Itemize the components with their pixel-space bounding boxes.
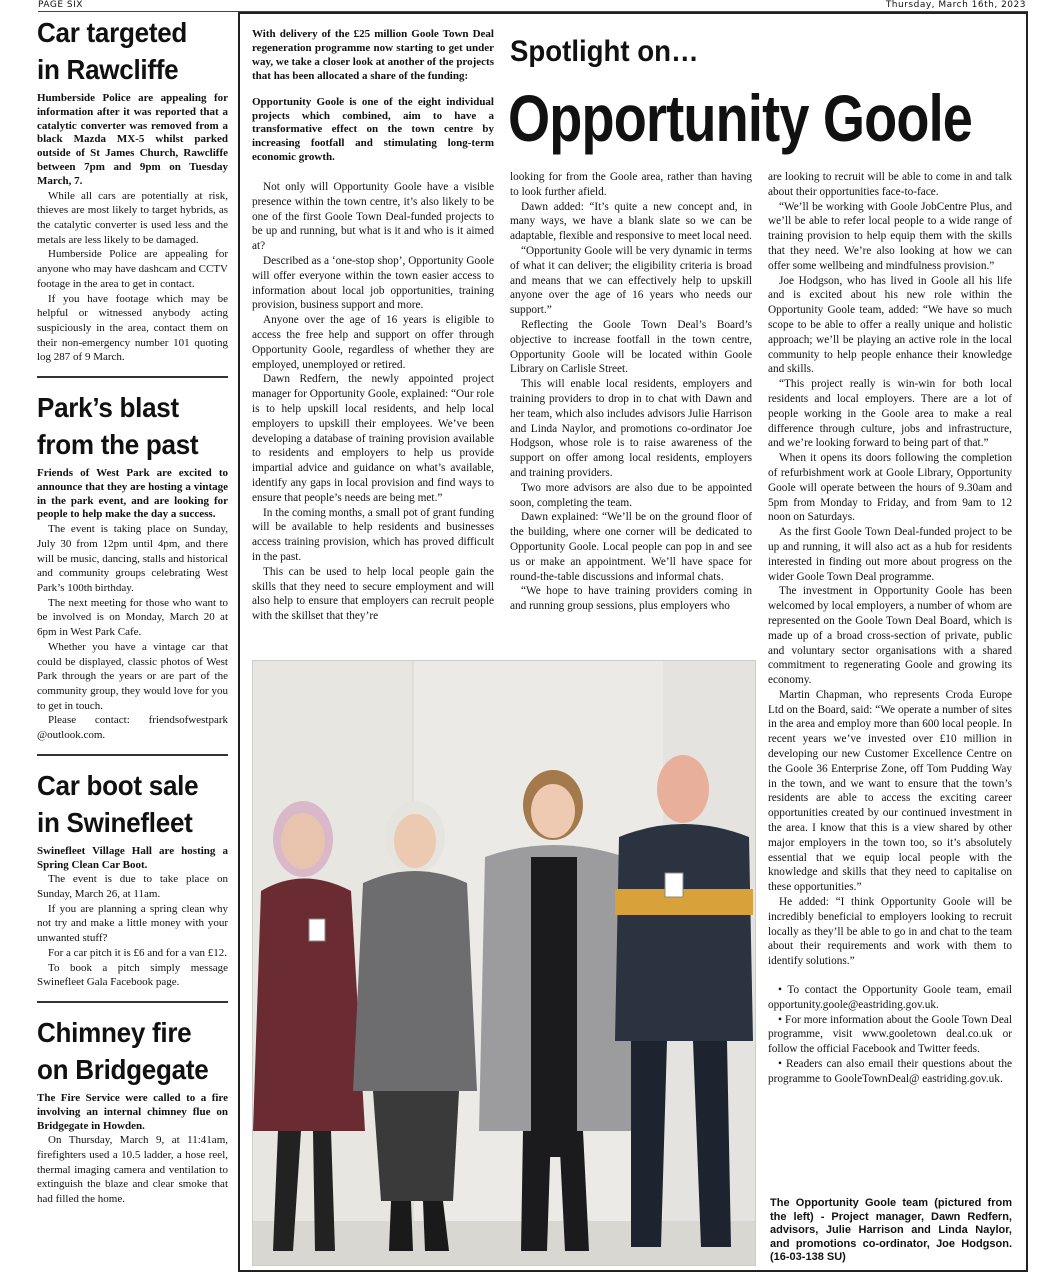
story-standfirst: Swinefleet Village Hall are hosting a Spring Clean Car Boot. (37, 844, 228, 871)
info-bullet: • For more information about the Goole Town Deal programme, visit www.gooletown deal.co.uk or follow the official Facebook and Twitter feeds. (768, 1013, 1012, 1056)
body-paragraph: He added: “I think Opportunity Goole will be incredibly beneficial to employers looking to recruit locally as they’ll be able to go in and chat to the team about their requirements and work with them to identify solutions.” (768, 896, 1012, 968)
photo-caption: The Opportunity Goole team (pictured from the left) - Project manager, Dawn Redfern, advisors, Julie Harrison and Linda Naylor, and promotions co-ordinator, Joe Hodgson. (16-03-138 SU) (770, 1197, 1012, 1264)
story-paragraph: On Thursday, March 9, at 11:41am, firefighters used a 10.5 ladder, a hose reel, thermal imaging camera and ventilation to extinguish the blaze and clear smoke that had filled the home. (37, 1134, 228, 1206)
body-paragraph: Described as a ‘one-stop shop’, Opportunity Goole will offer everyone within the town easier access to information about local job opportunities, training provision, business support and more. (252, 254, 494, 312)
body-paragraph: “We’ll be working with Goole JobCentre Plus, and we’ll be able to refer local people to a wide range of training provision to help equip them with the skills that they need. We’re also looking at how we can offer some wellbeing and mindfulness provision.” (768, 200, 1012, 272)
story-paragraph: Please contact: friendsofwestpark @outlook.com. (37, 714, 228, 742)
body-paragraph: “We hope to have training providers coming in and running group sessions, plus employers who (510, 585, 752, 613)
story-paragraph: The event is taking place on Sunday, July 30 from 12pm until 4pm, and there will be music, dancing, stalls and historical and community groups celebrating West Park’s 100th birthday. (37, 523, 228, 595)
story-park-blast (37, 389, 228, 743)
story-paragraph: For a car pitch it is £6 and for a van £12. (48, 946, 228, 959)
story-standfirst: The Fire Service were called to a fire involving an internal chimney flue on Bridgegate in Howden. (37, 1091, 228, 1132)
story-paragraph: To book a pitch simply message Swinefleet Gala Facebook page. (37, 961, 228, 989)
body-paragraph: The investment in Opportunity Goole has been welcomed by local employers, a number of whom are represented on the Goole Town Deal Board, which is made up of a broad cross-section of private, public and voluntary sector organisations with a shared commitment to regenerating Goole and growing its economy. (768, 585, 1012, 687)
story-paragraph: Humberside Police are appealing for anyone who may have dashcam and CCTV footage in the area to get in contact. (37, 248, 228, 290)
story-paragraph: The event is due to take place on Sunday, March 26, at 11am. (37, 873, 228, 901)
story-paragraph: If you are planning a spring clean why not try and make a little money with your unwanted stuff? (37, 902, 228, 945)
body-paragraph: Joe Hodgson, who has lived in Goole all his life and is excited about his new role within the Opportunity Goole team, added: “We have so much scope to be able to offer a really unique and holistic approach; we’ll be playing an active role in the local community to help people enhance their knowledge and skills. (768, 274, 1012, 376)
body-paragraph: As the first Goole Town Deal-funded project to be up and running, it will also act as a hub for residents interested in finding out more about progress on the wider Goole Town Deal programme. (768, 526, 1012, 583)
feature-intro (252, 28, 494, 165)
story-divider (37, 754, 228, 756)
info-bullet: • To contact the Opportunity Goole team, email opportunity.goole@eastriding.gov.uk. (768, 984, 1012, 1011)
body-paragraph: This will enable local residents, employers and training providers to drop in to chat with Dawn and her team, which also includes advisors Julie Harrison and Linda Naylor, and promotions co-ordinator Joe Hodgson, whose role is to raise awareness of the support on offer among local residents, employers and training providers. (510, 378, 752, 479)
story-car-boot (37, 767, 228, 990)
team-photo (252, 660, 756, 1266)
story-paragraph: Whether you have a vintage car that could be displayed, classic photos of West Park through the years or are part of the community group, they would love for you to get in touch. (37, 640, 228, 712)
story-paragraph: While all cars are potentially at risk, thieves are most likely to target hybrids, as the catalytic converter is used less and the metals are less likely to be damaged. (37, 189, 228, 246)
body-paragraph: Dawn Redfern, the newly appointed project manager for Opportunity Goole, explained: “Our role is to help upskill local residents, and help local employers to upskill their employees. We’ve been developing a database of training provision available to residents and employers to help us provide impartial advice and guidance on what’s available, identify any gaps in local provision and find ways to ensure that people’s needs are being met.” (252, 373, 494, 504)
body-paragraph: Anyone over the age of 16 years is eligible to access the free help and support on offer through Opportunity Goole, regardless of whether they are employed, unemployed or retired. (252, 314, 494, 371)
body-paragraph: In the coming months, a small pot of grant funding will be available to help residents and businesses access training provision, which has proved difficult in the past. (252, 506, 494, 563)
body-paragraph: Dawn explained: “We’ll be on the ground floor of the building, where one corner will be dedicated to Opportunity Goole. Local people can pop in and see us or make an appointment. We’ll have space for round-the-table discussions and informal chats. (510, 511, 752, 583)
story-standfirst: Friends of West Park are excited to announce that they are hosting a vintage in the park event, and are looking for people to help make the day a success. (37, 467, 228, 521)
body-paragraph: Not only will Opportunity Goole have a visible presence within the town centre, it’s also likely to be one of the first Goole Town Deal-funded projects to be up and running, but what is it and who is it aimed at? (252, 181, 494, 253)
story-headline: Chimney fire on Bridgegate (37, 1016, 209, 1085)
story-headline: Park’s blast from the past (37, 392, 199, 461)
story-divider (37, 376, 228, 378)
intro-paragraph: With delivery of the £25 million Goole Town Deal regeneration programme now starting to get under way, we take a closer look at another of the projects that has been allocated a share of the funding: (252, 28, 494, 82)
story-paragraph: The next meeting for those who want to be involved is on Monday, March 20 at 6pm in West Park Cafe. (37, 596, 228, 639)
feature-column-3 (768, 170, 1012, 1087)
story-standfirst: Humberside Police are appealing for information after it was reported that a catalytic converter was removed from a black Mazda MX-5 whilst parked outside of St James Church, Rawcliffe between 7pm and 9pm on Tuesday March, 7. (37, 92, 228, 187)
news-in-brief-column (37, 14, 228, 1207)
story-car-targeted (37, 14, 228, 365)
story-divider (37, 1001, 228, 1003)
body-paragraph: Reflecting the Goole Town Deal’s Board’s objective to increase footfall in the town centre, Opportunity Goole will be located within Goole Library on Carlisle Street. (510, 318, 752, 376)
body-paragraph: “Opportunity Goole will be very dynamic in terms of what it can deliver; the eligibility criteria is broad and means that we can effectively help to upskill anyone over the age of 16 years who needs our support.” (510, 244, 752, 317)
body-paragraph: When it opens its doors following the completion of refurbishment work at Goole Library, Opportunity Goole will operate between the hours of 9.30am and 5pm from Monday to Friday, and from 9am to 12 noon on Saturdays. (768, 452, 1012, 524)
body-paragraph: This can be used to help local people gain the skills that they need to secure employment and will also help to ensure that employers can recruit people with the skillset that they’re (252, 565, 494, 623)
body-paragraph: Dawn added: “It’s quite a new concept and, in many ways, we have a blank slate so we can be adaptable, flexible and responsive to meet local need. (510, 200, 752, 243)
page-number: PAGE SIX (38, 0, 83, 10)
feature-column-2 (510, 170, 752, 614)
feature-kicker: Spotlight on… (510, 35, 699, 68)
story-chimney-fire (37, 1014, 228, 1207)
feature-headline: Opportunity Goole (508, 81, 973, 155)
story-headline: Car targeted in Rawcliffe (37, 17, 188, 85)
info-bullet: • Readers can also email their questions about the programme to GooleTownDeal@ eastriding.gov.uk. (768, 1058, 1012, 1085)
intro-paragraph: Opportunity Goole is one of the eight individual projects which combined, aim to have a transformative effect on the town centre by increasing footfall and stimulating long-term economic growth. (252, 95, 494, 164)
feature-column-1 (252, 180, 494, 624)
body-paragraph: are looking to recruit will be able to come in and talk about their opportunities face-to-face. (768, 171, 1012, 198)
body-paragraph: Two more advisors are also due to be appointed soon, completing the team. (510, 481, 752, 509)
story-headline: Car boot sale in Swinefleet (37, 769, 199, 838)
issue-date: Thursday, March 16th, 2023 (885, 0, 1026, 10)
feature-box (238, 12, 1028, 1272)
story-paragraph: If you have footage which may be helpful or witnessed anybody acting suspiciously in the area, contact them on their non-emergency number 101 quoting log 287 of 9 March. (37, 292, 228, 364)
body-paragraph: Martin Chapman, who represents Croda Europe Ltd on the Board, said: “We operate a number of sites in the area and employ more than 600 local people. In recent years we’ve invested over £10 million in developing our new Customer Excellence Centre on the Goole 36 Enterprise Zone, off Tom Pudding Way in the town, and we want to ensure that the town’s residents are able to access the exciting career opportunities created by our continued investment in the area. I know that this is a view shared by other major employers in the town too, so it’s absolutely essential that we equip local people with the knowledge and skills that they need to capitalise on these opportunities.” (768, 688, 1012, 894)
body-paragraph: looking for from the Goole area, rather than having to look further afield. (510, 171, 752, 198)
body-paragraph: “This project really is win-win for both local residents and local employers. There are a lot of people working in the Goole area to make a real difference through culture, jobs and infrastructure, and we’re looking forward to being part of that.” (768, 378, 1012, 450)
